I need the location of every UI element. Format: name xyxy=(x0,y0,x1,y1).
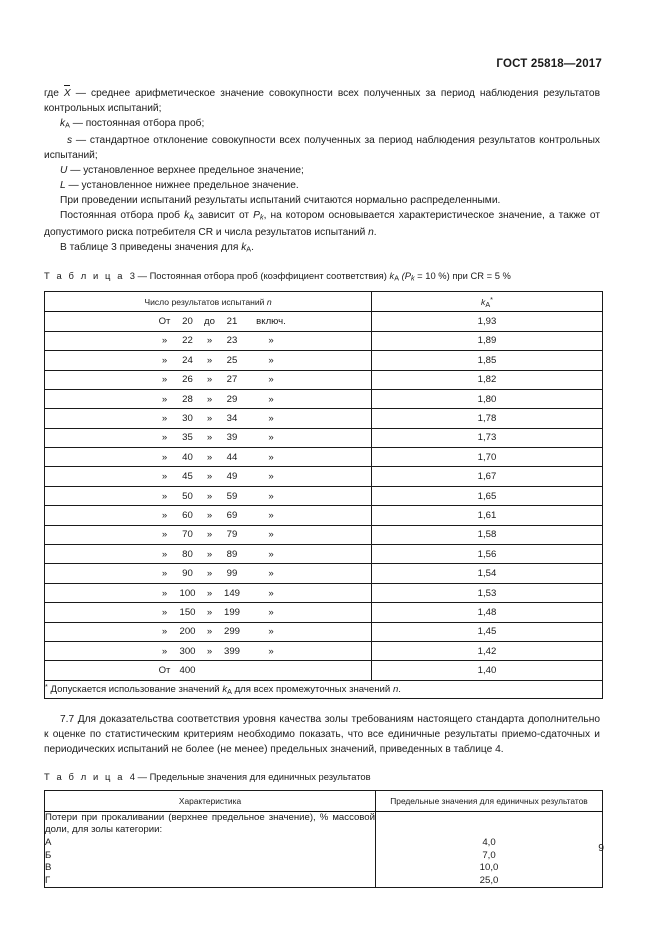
range-separator: » xyxy=(206,374,213,386)
range-prefix: » xyxy=(161,335,168,347)
range-expression xyxy=(111,549,305,560)
table3-header-n-symbol: n xyxy=(266,296,272,307)
range-to: 59 xyxy=(226,490,238,502)
table3-ref-period: . xyxy=(251,242,254,254)
range-to: 79 xyxy=(226,529,238,541)
table-row xyxy=(45,409,603,428)
range-expression xyxy=(111,471,305,482)
x-bar-symbol: X xyxy=(64,86,71,101)
table-row xyxy=(45,370,603,389)
table3-range-cell xyxy=(45,661,372,680)
footnote-marker: * xyxy=(45,681,48,691)
range-suffix: » xyxy=(268,626,274,638)
range-from: 26 xyxy=(182,374,193,386)
range-suffix: » xyxy=(268,490,274,502)
table3-caption-pk-symbol: P xyxy=(404,269,411,281)
range-prefix: » xyxy=(161,568,168,580)
table4-caption-text: Предельные значения для единичных результатов xyxy=(149,770,371,782)
table-row xyxy=(45,564,603,583)
table-row xyxy=(45,428,603,447)
range-expression xyxy=(111,607,305,618)
table3-range-cell xyxy=(45,467,372,486)
table3-caption-number: 3 xyxy=(129,269,135,281)
range-prefix: » xyxy=(161,412,168,424)
table4-category-label: В xyxy=(45,862,52,874)
range-from: 24 xyxy=(182,354,193,366)
range-suffix: » xyxy=(268,393,274,405)
table-row xyxy=(45,351,603,370)
table3-range-cell xyxy=(45,506,372,525)
range-to: 44 xyxy=(226,451,238,463)
table3-ka-value: 1,80 xyxy=(372,389,603,408)
table3-footnote: * Допускается использование значений $k_A$ для всех промежуточных значений n. xyxy=(45,680,603,698)
paragraph-table3-reference xyxy=(44,240,600,257)
sampling-text-4: . xyxy=(373,227,377,238)
table-row xyxy=(45,603,603,622)
s-symbol: s xyxy=(67,134,73,146)
table4-caption-number: 4 xyxy=(129,770,135,782)
table4-header-row xyxy=(45,790,603,811)
range-prefix: » xyxy=(161,626,168,638)
range-separator: » xyxy=(206,587,213,599)
table3-ka-value: 1,73 xyxy=(372,428,603,447)
table3-range-cell xyxy=(45,389,372,408)
table3-range-cell xyxy=(45,409,372,428)
range-prefix: » xyxy=(161,529,168,541)
range-from: 80 xyxy=(182,548,193,560)
table3-caption-label: Т а б л и ц а xyxy=(44,269,125,281)
definition-ka-text: — постоянная отбора проб; xyxy=(69,118,205,130)
table4-header-col2: Предельные значения для единичных результатов xyxy=(376,790,603,811)
table4-body-row xyxy=(45,811,603,888)
table3-ka-value: 1,56 xyxy=(372,545,603,564)
table3-ka-value: 1,54 xyxy=(372,564,603,583)
table3-range-cell xyxy=(45,525,372,544)
range-to: 89 xyxy=(226,548,238,560)
table4-caption-dash: — xyxy=(134,770,150,782)
table3-ka-value: 1,48 xyxy=(372,603,603,622)
paragraph-normal-distribution: При проведении испытаний результаты испытаний считаются нормально распределенными. xyxy=(60,195,501,207)
range-separator: » xyxy=(206,451,213,463)
sampling-text-2: зависит от xyxy=(193,210,254,222)
table3-caption xyxy=(44,269,600,286)
range-suffix: » xyxy=(268,432,274,444)
table3-header-row xyxy=(45,292,603,312)
range-to: 199 xyxy=(223,606,240,618)
table4-caption-label: Т а б л и ц а xyxy=(44,770,125,782)
range-prefix: » xyxy=(161,471,168,483)
table-row xyxy=(45,661,603,680)
range-to: 39 xyxy=(226,432,238,444)
table3-range-cell xyxy=(45,564,372,583)
table-row xyxy=(45,467,603,486)
range-suffix: » xyxy=(268,587,274,599)
range-from: 400 xyxy=(179,665,196,677)
range-prefix: » xyxy=(161,509,168,521)
table-row xyxy=(45,583,603,602)
table3-caption-text-1: Постоянная отбора проб (коэффициент соответствия) xyxy=(149,269,390,281)
range-suffix: » xyxy=(268,568,274,580)
table3-ref-ka-symbol: k xyxy=(241,242,247,254)
ka-symbol: k xyxy=(60,118,66,130)
sampling-pk-subscript: k xyxy=(259,212,264,222)
table-row xyxy=(45,312,603,331)
range-expression xyxy=(111,394,305,405)
range-expression xyxy=(111,510,305,521)
table3-range-cell xyxy=(45,583,372,602)
range-to: 27 xyxy=(226,374,238,386)
table3-header-col1 xyxy=(45,292,372,312)
table-row xyxy=(45,331,603,350)
range-from: 28 xyxy=(182,393,193,405)
table-row xyxy=(45,641,603,660)
table3-range-cell xyxy=(45,448,372,467)
table3-caption-ka-subscript: A xyxy=(394,273,399,283)
table4-header-col1: Характеристика xyxy=(45,790,376,811)
range-expression xyxy=(111,452,305,463)
range-separator: » xyxy=(206,568,213,580)
range-expression xyxy=(111,626,305,637)
u-symbol: U xyxy=(60,165,68,177)
range-suffix: » xyxy=(268,354,274,366)
table4-caption xyxy=(44,770,600,784)
range-to: 69 xyxy=(226,509,238,521)
sampling-n-symbol: n xyxy=(368,227,374,238)
range-from: 150 xyxy=(179,606,196,618)
definition-prefix: где xyxy=(44,88,64,99)
range-prefix: » xyxy=(161,451,168,463)
table3-range-cell xyxy=(45,351,372,370)
table3-ref-ka-subscript: A xyxy=(246,244,252,254)
range-from: 100 xyxy=(179,587,196,599)
table3-range-cell xyxy=(45,370,372,389)
range-separator: » xyxy=(206,471,213,483)
table-row xyxy=(45,486,603,505)
table3-header-footnote-marker: * xyxy=(490,294,493,304)
table3-header-ka-subscript: A xyxy=(485,299,491,309)
table3-caption-ka-symbol: k xyxy=(389,269,395,281)
table3-ka-value: 1,67 xyxy=(372,467,603,486)
table3-caption-text-3: = 10 %) при CR = 5 % xyxy=(414,269,511,281)
definition-l xyxy=(44,178,600,193)
range-expression xyxy=(111,413,305,424)
table3-caption-pk-subscript: k xyxy=(410,273,415,283)
table-row xyxy=(45,525,603,544)
table4-category-labels xyxy=(45,837,375,887)
range-separator: до xyxy=(204,316,215,328)
table-row xyxy=(45,389,603,408)
table3-header-ka-symbol: k xyxy=(481,297,486,308)
range-to: 149 xyxy=(223,587,240,599)
table3-caption-dash: — xyxy=(134,269,150,281)
range-prefix: » xyxy=(161,393,168,405)
page-content xyxy=(44,86,600,888)
range-prefix: » xyxy=(161,587,168,599)
range-expression xyxy=(111,316,305,327)
range-from: 50 xyxy=(182,490,193,502)
range-expression xyxy=(111,588,305,599)
footnote-ka-symbol: k xyxy=(222,684,228,695)
table3-range-cell xyxy=(45,641,372,660)
definition-u-text: — установленное верхнее предельное значение; xyxy=(67,165,304,177)
table3-header-col2 xyxy=(372,292,603,312)
table3-range-cell xyxy=(45,486,372,505)
range-separator: » xyxy=(206,645,213,657)
table-3 xyxy=(44,291,603,698)
range-prefix: » xyxy=(161,606,168,618)
sampling-text-1: Постоянная отбора проб xyxy=(60,210,185,222)
range-separator: » xyxy=(206,490,213,502)
range-expression xyxy=(111,335,305,346)
range-suffix: » xyxy=(268,509,274,521)
table4-intro-text: Потери при прокаливании (верхнее предельное значение), % массовой доли, для золы категории: xyxy=(45,811,375,836)
range-to: 299 xyxy=(223,626,240,638)
standard-header: ГОСТ 25818—2017 xyxy=(496,58,602,70)
range-expression xyxy=(111,374,305,385)
l-symbol: L xyxy=(60,180,66,192)
range-prefix: » xyxy=(161,432,168,444)
range-separator: » xyxy=(206,412,213,424)
range-separator: » xyxy=(206,529,213,541)
table3-range-cell xyxy=(45,428,372,447)
sampling-ka-symbol: k xyxy=(184,210,190,222)
range-expression xyxy=(111,568,305,579)
table3-range-cell xyxy=(45,622,372,641)
range-expression xyxy=(111,529,305,540)
table3-ka-value: 1,93 xyxy=(372,312,603,331)
table-4 xyxy=(44,790,603,889)
range-suffix: » xyxy=(268,374,274,386)
definition-ka xyxy=(44,116,600,133)
clause-7-7: 7.7 Для доказательства соответствия уровня качества золы требованиям настоящего стандарта дополнительно к оценке по статистическим критериям необходимо показать, что все единичные результаты приемо-сдаточных и периодических испытаний не более (не менее) предельных значений, приведенных в таблице 4. xyxy=(44,713,600,755)
range-expression xyxy=(111,646,305,657)
range-from: 22 xyxy=(182,335,193,347)
page-number: 9 xyxy=(598,843,604,854)
table-row xyxy=(45,448,603,467)
range-prefix: От xyxy=(158,665,171,677)
sampling-ka-subscript: A xyxy=(189,212,194,222)
sampling-pk-symbol: P xyxy=(253,210,260,222)
range-to: 25 xyxy=(226,354,238,366)
range-from: 30 xyxy=(182,412,193,424)
table4-category-value: 10,0 xyxy=(479,862,499,874)
range-separator: » xyxy=(206,548,213,560)
table3-ka-value: 1,45 xyxy=(372,622,603,641)
range-separator: » xyxy=(206,606,213,618)
table3-ka-value: 1,78 xyxy=(372,409,603,428)
range-to: 99 xyxy=(226,568,238,580)
definition-x-bar xyxy=(44,86,600,116)
table-row xyxy=(45,622,603,641)
range-separator: » xyxy=(206,509,213,521)
range-suffix: » xyxy=(268,471,274,483)
range-to: 34 xyxy=(226,412,238,424)
table4-category-label: Б xyxy=(45,849,52,861)
range-prefix: » xyxy=(161,374,168,386)
range-suffix: » xyxy=(268,529,274,541)
table3-ka-value: 1,40 xyxy=(372,661,603,680)
definition-s xyxy=(44,133,600,163)
definition-u xyxy=(44,163,600,178)
range-prefix: » xyxy=(161,645,168,657)
range-from: 45 xyxy=(182,471,193,483)
range-expression xyxy=(111,432,305,443)
table4-category-value: 25,0 xyxy=(479,874,499,886)
table3-caption-text-2: ( xyxy=(398,269,405,281)
range-to: 399 xyxy=(223,645,240,657)
table3-ka-value: 1,65 xyxy=(372,486,603,505)
table3-ka-value: 1,42 xyxy=(372,641,603,660)
range-from: 35 xyxy=(182,432,193,444)
table3-ka-value: 1,89 xyxy=(372,331,603,350)
range-from: 200 xyxy=(179,626,196,638)
table3-ka-value: 1,61 xyxy=(372,506,603,525)
range-separator: » xyxy=(206,335,213,347)
range-suffix: » xyxy=(268,412,274,424)
table-row xyxy=(45,506,603,525)
range-prefix: » xyxy=(161,354,168,366)
ka-subscript: A xyxy=(65,120,70,130)
table4-category-label: А xyxy=(45,837,52,849)
table3-range-cell xyxy=(45,545,372,564)
table3-range-cell xyxy=(45,603,372,622)
footnote-n-symbol: n xyxy=(392,684,399,695)
range-separator: » xyxy=(206,354,213,366)
table-row xyxy=(45,545,603,564)
definition-l-text: — установленное нижнее предельное значение. xyxy=(65,180,299,192)
range-from: 70 xyxy=(182,529,193,541)
range-expression xyxy=(111,355,305,366)
range-suffix: » xyxy=(268,335,274,347)
table3-range-cell xyxy=(45,312,372,331)
table3-ref-text: В таблице 3 приведены значения для xyxy=(60,242,242,254)
table4-category-label: Г xyxy=(45,874,51,886)
table3-ka-value: 1,85 xyxy=(372,351,603,370)
table3-ka-value: 1,82 xyxy=(372,370,603,389)
range-suffix: » xyxy=(268,645,274,657)
paragraph-sampling-constant xyxy=(44,208,600,240)
table3-ka-value: 1,70 xyxy=(372,448,603,467)
footnote-ka-subscript: A xyxy=(227,686,232,696)
range-from: 40 xyxy=(182,451,193,463)
table3-header-col1-text: Число результатов испытаний xyxy=(144,296,267,307)
table4-category-value: 4,0 xyxy=(482,837,496,849)
range-suffix: » xyxy=(268,606,274,618)
table4-characteristic-cell xyxy=(45,811,376,888)
range-from: 60 xyxy=(182,509,193,521)
table3-range-cell xyxy=(45,331,372,350)
definition-x-bar-text: — среднее арифметическое значение совокупности всех полученных за период наблюдения результатов контрольных испытаний; xyxy=(44,88,600,115)
table4-category-value: 7,0 xyxy=(482,849,496,861)
table4-limit-values-cell xyxy=(376,811,603,888)
range-suffix: включ. xyxy=(256,316,286,328)
range-separator: » xyxy=(206,432,213,444)
table4-category-values xyxy=(376,837,602,887)
table3-footnote-row xyxy=(45,680,603,698)
range-to: 29 xyxy=(226,393,238,405)
range-from: 300 xyxy=(179,645,196,657)
range-separator: » xyxy=(206,626,213,638)
range-to: 23 xyxy=(226,335,238,347)
range-from: 90 xyxy=(182,568,193,580)
range-to: 49 xyxy=(226,471,238,483)
range-expression xyxy=(111,491,305,502)
definition-s-text: — стандартное отклонение совокупности всех полученных за период наблюдения результатов контрольных испытаний; xyxy=(44,134,600,161)
range-prefix: » xyxy=(161,548,168,560)
range-separator: » xyxy=(206,393,213,405)
table3-body xyxy=(45,312,603,698)
range-prefix: » xyxy=(161,490,168,502)
range-suffix: » xyxy=(268,548,274,560)
table3-ka-value: 1,58 xyxy=(372,525,603,544)
range-prefix: От xyxy=(158,316,171,328)
range-to: 21 xyxy=(226,316,238,328)
sampling-text-3: , на котором основывается характеристическое значение, а также от допустимого риска потребителя CR и числа результатов испытаний xyxy=(44,210,600,238)
range-suffix: » xyxy=(268,451,274,463)
range-from: 20 xyxy=(182,316,193,328)
range-expression xyxy=(111,665,305,676)
table3-ka-value: 1,53 xyxy=(372,583,603,602)
